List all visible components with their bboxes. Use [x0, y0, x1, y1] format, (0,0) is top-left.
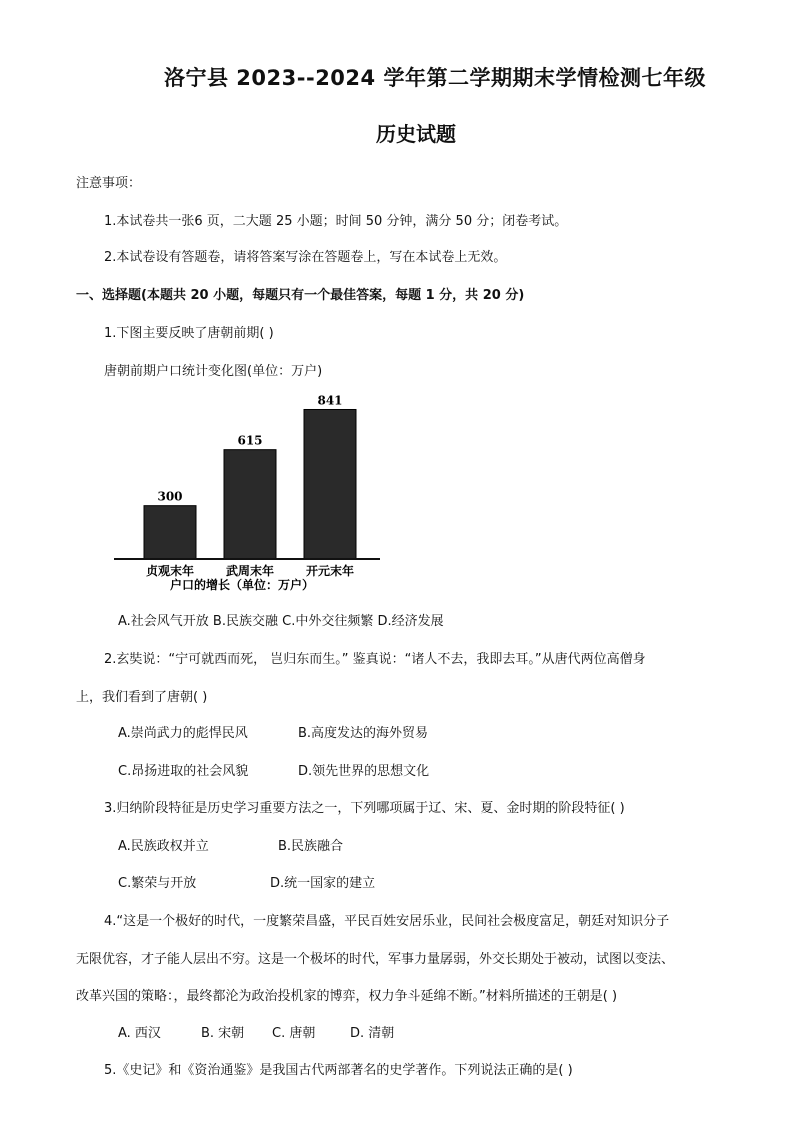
household-bar-chart: [108, 392, 398, 592]
question-3-option-c: C.繁荣与开放: [118, 876, 197, 891]
bar-1: [144, 506, 196, 559]
category-label: 武周末年: [225, 564, 275, 578]
notice-item: 1.本试卷共一张6 页，二大题 25 小题；时间 50 分钟，满分 50 分；闭卷考试。: [104, 214, 568, 229]
question-3-option-b: B.民族融合: [278, 839, 344, 854]
bar-value-label: 300: [157, 489, 183, 504]
question-3-option-a: A.民族政权并立: [118, 839, 209, 854]
question-4-option-b: B. 宋朝: [201, 1026, 245, 1041]
exam-title: 洛宁县 2023--2024 学年第二学期期末学情检测七年级: [164, 66, 706, 90]
question-3-stem: 3.归纳阶段特征是历史学习重要方法之一，下列哪项属于辽、宋、夏、金时期的阶段特征( ): [104, 801, 625, 816]
question-4-option-c: C. 唐朝: [272, 1026, 316, 1041]
notice-heading: 注意事项：: [76, 176, 142, 191]
question-5-stem: 5.《史记》和《资治通鉴》是我国古代两部著名的史学著作。下列说法正确的是( ): [104, 1063, 573, 1078]
bar-value-label: 841: [317, 393, 343, 408]
question-4-stem-cont: 改革兴国的策略：，最终都沦为政治投机家的博弈，权力争斗延绵不断。”材料所描述的王朝是( ): [76, 989, 618, 1004]
chart-caption: 唐朝前期户口统计变化图(单位：万户): [104, 364, 323, 379]
bar-2: [224, 450, 276, 559]
category-label: 开元末年: [305, 564, 355, 578]
bar-value-label: 615: [237, 433, 263, 448]
question-3-option-d: D.统一国家的建立: [270, 876, 376, 891]
question-1-stem: 1.下图主要反映了唐朝前期( ): [104, 326, 274, 341]
question-4-option-d: D. 清朝: [350, 1026, 395, 1041]
notice-item: 2.本试卷设有答题卷，请将答案写涂在答题卷上，写在本试卷上无效。: [104, 250, 507, 265]
question-2-option-d: D.领先世界的思想文化: [298, 764, 430, 779]
question-4-stem-cont: 无限优容，才子能人层出不穷。这是一个极坏的时代，军事力量孱弱，外交长期处于被动，试图以变法、: [76, 952, 675, 967]
question-2-stem-cont: 上，我们看到了唐朝( ): [76, 690, 208, 705]
exam-subtitle: 历史试题: [376, 122, 456, 146]
question-2-option-c: C.昂扬进取的社会风貌: [118, 764, 249, 779]
question-2-option-a: A.崇尚武力的彪悍民风: [118, 726, 248, 741]
question-1-options: A.社会风气开放 B.民族交融 C.中外交往频繁 D.经济发展: [118, 614, 444, 629]
bar-3: [304, 409, 356, 559]
section-heading: 一、选择题(本题共 20 小题，每题只有一个最佳答案，每题 1 分，共 20 分): [76, 288, 525, 303]
question-2-option-b: B.高度发达的海外贸易: [298, 726, 429, 741]
question-4-option-a: A. 西汉: [118, 1026, 161, 1041]
question-2-stem: 2.玄奘说：“宁可就西而死， 岂归东而生。” 鉴真说：“诸人不去，我即去耳。”从唐代两位高僧身: [104, 652, 646, 667]
question-4-stem: 4.“这是一个极好的时代，一度繁荣昌盛，平民百姓安居乐业，民间社会极度富足，朝廷对知识分子: [104, 914, 670, 929]
category-label: 贞观末年: [145, 564, 195, 578]
chart-x-axis-label: 户口的增长（单位：万户）: [169, 578, 315, 592]
